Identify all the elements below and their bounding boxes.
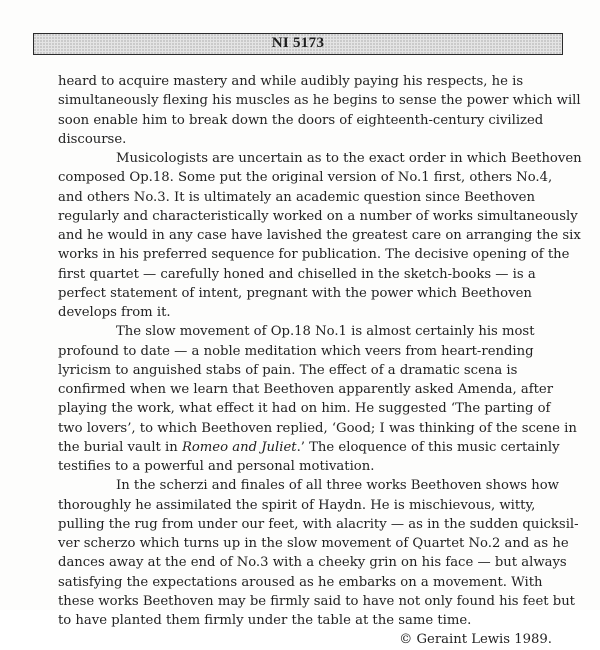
text-line: works in his preferred sequence for publication. The decisive opening of the [58,247,570,263]
catalog-number: NI 5173 [271,35,325,51]
paragraph [58,72,581,149]
text-line: develops from it. [58,305,171,320]
text-line: to have planted them firmly under the table at the same time. [58,613,472,628]
text-line: heard to acquire mastery and while audibly paying his respects, he is [58,74,524,89]
text-line: playing the work, what effect it had on him. He suggested ‘The parting of [58,401,551,417]
work-title: Romeo and Juliet [181,439,297,455]
text-line: these works Beethoven may be firmly said to have not only found his feet but [58,593,575,609]
header-bar [33,33,563,55]
text-line: The slow movement of Op.18 No.1 is almost certainly his most [116,324,535,340]
paragraph [58,322,577,476]
text-line-with-title [58,438,558,457]
text-line: simultaneously flexing his muscles as he begins to sense the power which will [58,93,581,109]
text-line: discourse. [58,131,127,147]
text-line: In the scherzi and finales of all three works Beethoven shows how [116,478,559,494]
text-line: and others No.3. It is ultimately an academic question since Beethoven [58,189,535,205]
text-line: profound to date — a noble meditation which veers from heart-rending [58,343,534,359]
text-line: perfect statement of intent, pregnant with the power which Beethoven [58,285,532,301]
text-line: dances away at the end of No.3 with a cheeky grin on his face — but always [58,555,567,571]
text-line: confirmed when we learn that Beethoven apparently asked Amenda, after [58,382,554,397]
text-line: Musicologists are uncertain as to the exact order in which Beethoven [116,151,582,166]
text-line: and he would in any case have lavished the greatest care on arranging the six [58,228,581,243]
text-line: lyricism to anguished stabs of pain. The effect of a dramatic scena is [58,362,518,378]
text-line: pulling the rug from under our feet, with alacrity — as in the sudden quicksil- [58,516,579,532]
text-line: ver scherzo which turns up in the slow movement of Quartet No.2 and as he [58,536,569,551]
text-line: regularly and characteristically worked on a number of works simultaneously [58,208,578,224]
paragraph [58,149,582,322]
copyright-notice: © Geraint Lewis 1989. [399,632,552,648]
paragraph [58,476,579,630]
essay-text [58,72,582,650]
text-line: satisfying the expectations aroused as he embarks on a movement. With [58,574,543,590]
text-line: testifies to a powerful and personal motivation. [58,459,375,474]
text-line: soon enable him to break down the doors of eighteenth-century civilized [58,112,544,128]
text-fragment: .’ The eloquence of this music certainly [296,439,560,455]
text-fragment: the burial vault in [58,439,182,455]
text-line: thoroughly he assimilated the spirit of Haydn. He is mischievous, witty, [58,497,536,513]
text-line: first quartet — carefully honed and chiselled in the sketch-books — is a [58,266,536,282]
text-line: two lovers’, to which Beethoven replied, ‘Good; I was thinking of the scene in [58,420,577,436]
text-line: composed Op.18. Some put the original version of No.1 first, others No.4, [58,170,553,186]
